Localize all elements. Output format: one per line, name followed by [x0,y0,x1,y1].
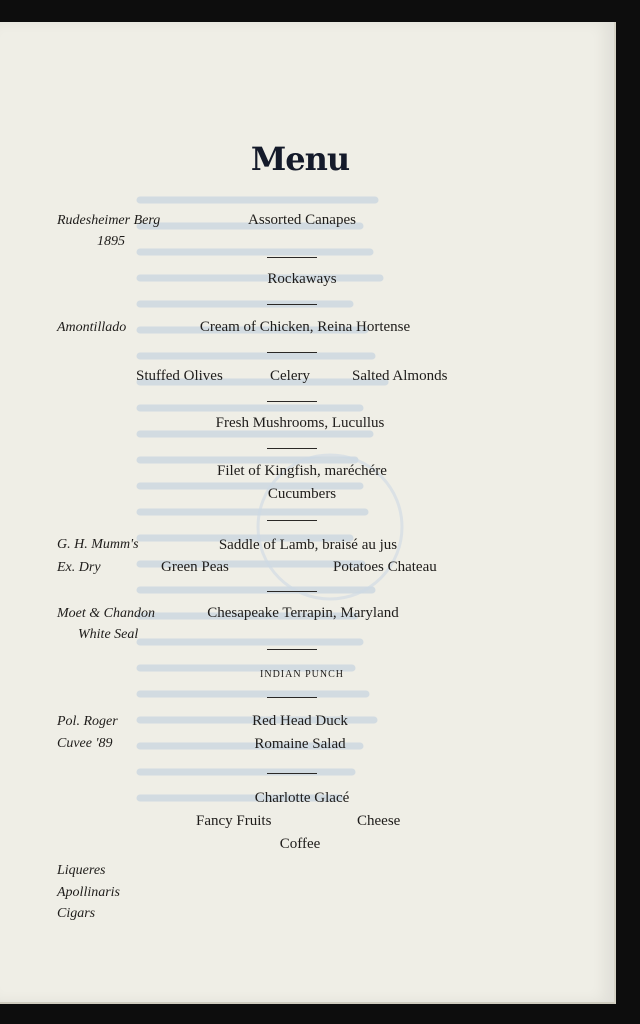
closing-apollinaris: Apollinaris [57,885,121,900]
course-rockaways: Rockaways [267,271,337,287]
course-lamb: Saddle of Lamb, braisé au jus [218,537,398,553]
divider [267,649,317,650]
course-mushrooms: Fresh Mushrooms, Lucullus [215,415,385,431]
divider [267,520,317,521]
divider [267,591,317,592]
closing-liqueres: Liqueres [57,863,106,878]
wine-pol-roger: Pol. Roger [57,714,118,729]
course-cheese: Cheese [357,813,401,829]
course-fruits: Fancy Fruits [196,813,272,829]
wine-mumm: G. H. Mumm's [57,537,139,552]
divider [267,697,317,698]
wine-moet-sub: White Seal [78,627,139,642]
course-terrapin: Chesapeake Terrapin, Maryland [207,605,399,621]
divider [267,352,317,353]
wine-mumm-sub: Ex. Dry [57,560,101,575]
course-duck: Red Head Duck [252,713,348,729]
course-charlotte: Charlotte Glacé [254,790,350,806]
closing-cigars: Cigars [57,906,96,921]
wine-rudesheimer: Rudesheimer Berg [57,213,161,228]
menu-title: Menu [250,140,350,178]
course-kingfish: Filet of Kingfish, maréchére [217,463,387,479]
divider [267,773,317,774]
wine-moet: Moet & Chandon [57,606,155,621]
course-punch: INDIAN PUNCH [260,669,344,680]
course-almonds: Salted Almonds [352,368,448,384]
divider [267,401,317,402]
course-soup: Cream of Chicken, Reina Hortense [199,319,411,335]
wine-rudesheimer-year: 1895 [97,234,125,249]
course-peas: Green Peas [161,559,229,575]
divider [267,304,317,305]
divider [267,257,317,258]
course-salad: Romaine Salad [254,736,346,752]
course-potatoes: Potatoes Chateau [333,559,437,575]
wine-pol-roger-sub: Cuvee '89 [57,736,113,751]
course-cucumbers: Cucumbers [267,486,337,502]
course-coffee: Coffee [279,836,321,852]
course-celery: Celery [270,368,310,384]
wine-amontillado: Amontillado [57,320,127,335]
course-canapes: Assorted Canapes [248,212,356,228]
course-olives: Stuffed Olives [136,368,223,384]
divider [267,448,317,449]
